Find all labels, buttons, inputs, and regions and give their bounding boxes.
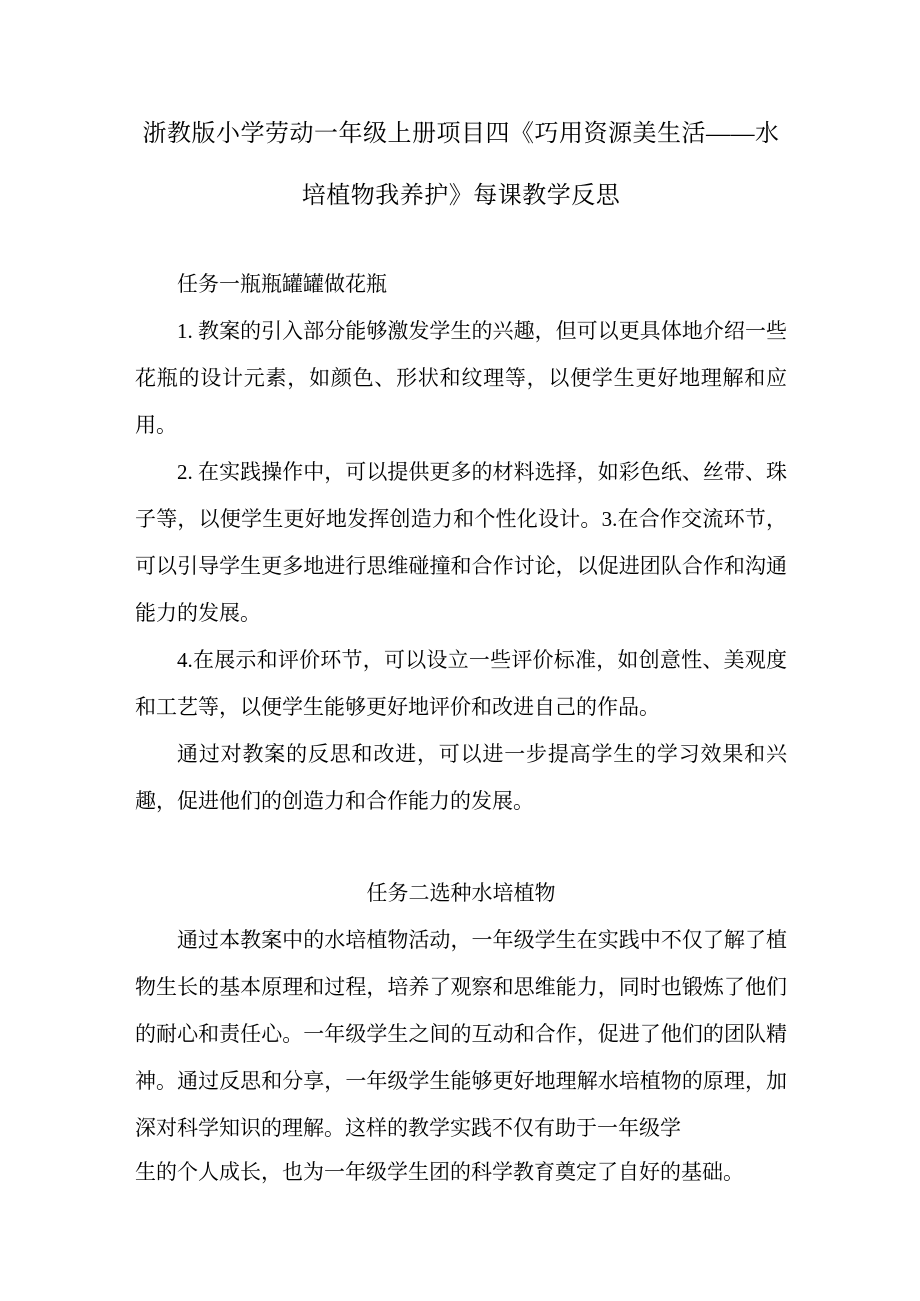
section1-paragraph-4: 通过对教案的反思和改进，可以进一步提高学生的学习效果和兴趣，促进他们的创造力和合作能力的发展。 (135, 742, 787, 813)
section1-paragraph-3: 4.在展示和评价环节，可以设立一些评价标准，如创意性、美观度和工艺等，以便学生能够更好地评价和改进自己的作品。 (135, 648, 787, 719)
document-title: 浙教版小学劳动一年级上册项目四《巧用资源美生活——水培植物我养护》每课教学反思 (142, 121, 780, 209)
section1-paragraph-1: 1. 教案的引入部分能够激发学生的兴趣，但可以更具体地介绍一些花瓶的设计元素，如颜色、形状和纹理等，以便学生更好地理解和应用。 (135, 319, 787, 437)
document-body (135, 261, 787, 1192)
section2-paragraph-1: 通过本教案中的水培植物活动，一年级学生在实践中不仅了解了植物生长的基本原理和过程，培养了观察和思维能力，同时也锻炼了他们的耐心和责任心。一年级学生之间的互动和合作，促进了他们的团队精神。通过反思和分享，一年级学生能够更好地理解水培植物的原理，加深对科学知识的理解。这样的教学实践不仅有助于一年级学 (135, 928, 787, 1140)
section1-heading: 任务一瓶瓶罐罐做花瓶 (177, 272, 387, 296)
section1-paragraph-2: 2. 在实践操作中，可以提供更多的材料选择，如彩色纸、丝带、珠子等，以便学生更好地发挥创造力和个性化设计。3.在合作交流环节，可以引导学生更多地进行思维碰撞和合作讨论，以促进团队合作和沟通能力的发展。 (135, 460, 787, 625)
section2-heading: 任务二选种水培植物 (366, 881, 556, 905)
section2-paragraph-continuation: 生的个人成长，也为一年级学生团的科学教育奠定了自好的基础。 (135, 1160, 744, 1184)
